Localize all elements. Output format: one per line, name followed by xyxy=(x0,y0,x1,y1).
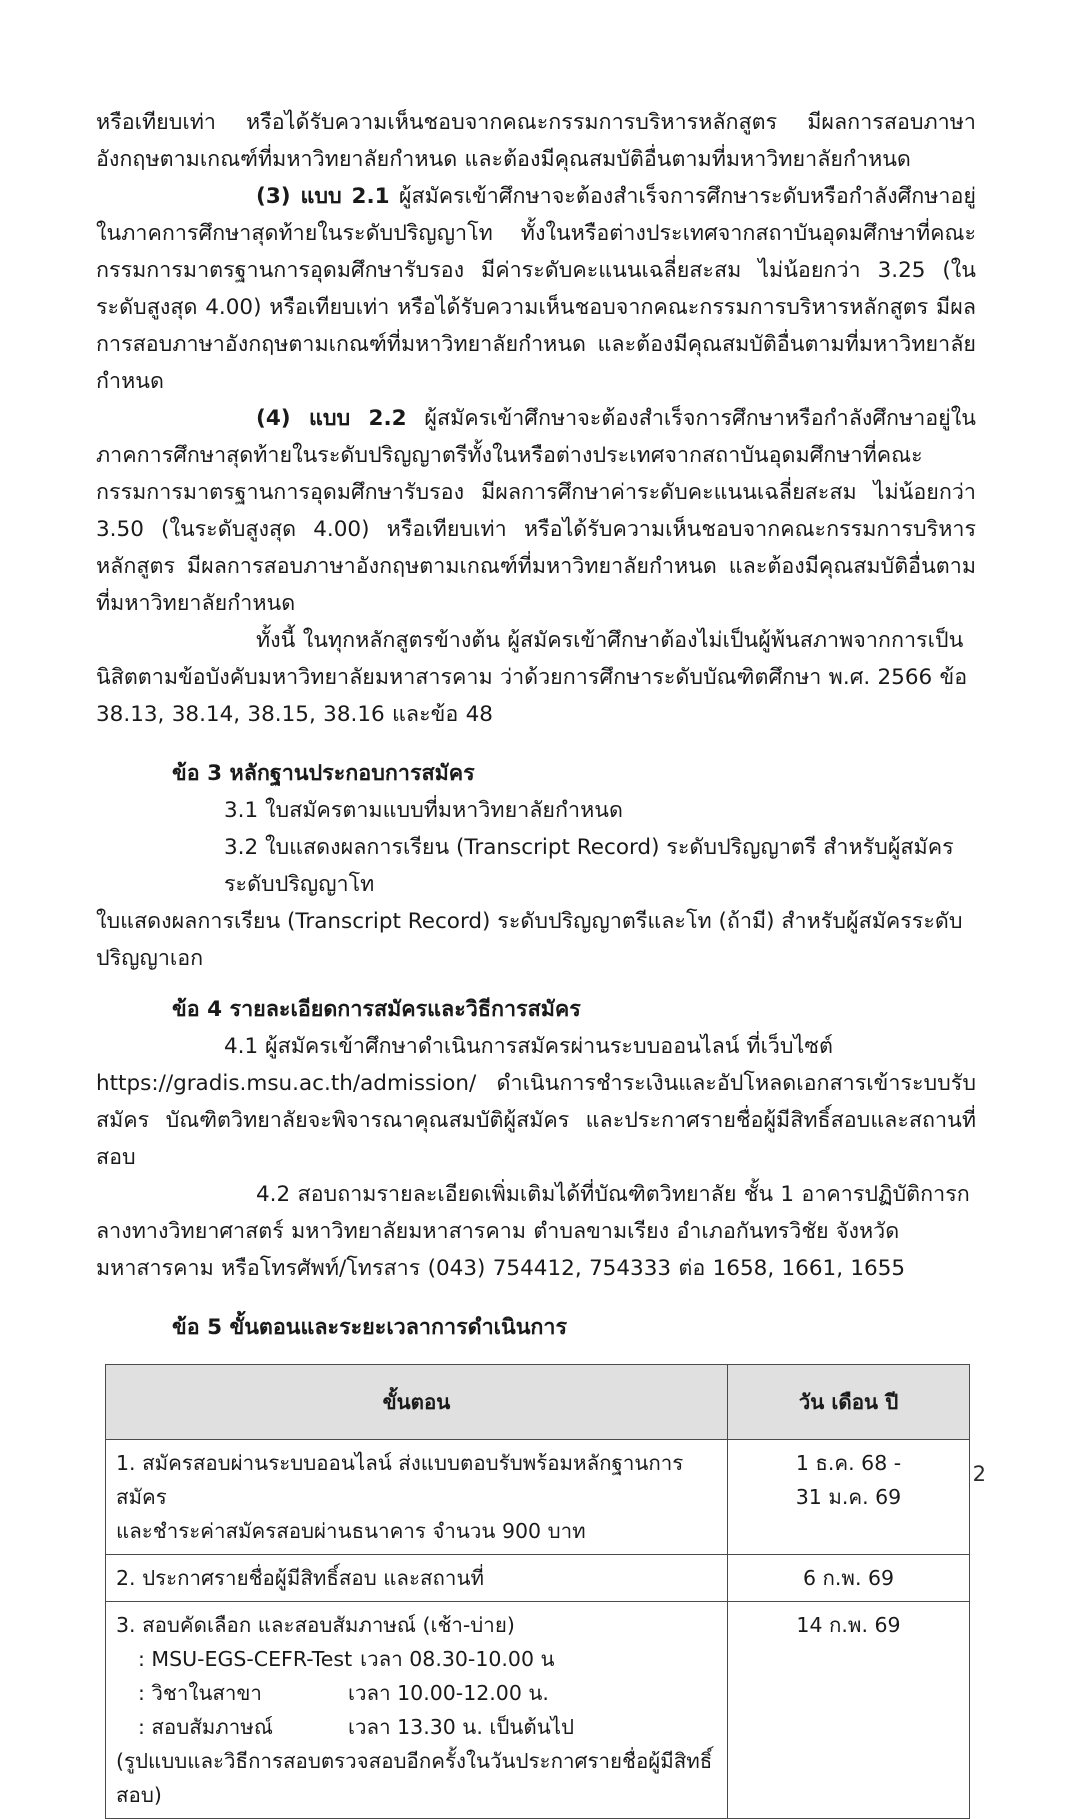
document-body xyxy=(96,104,976,1819)
table-cell-date xyxy=(728,1555,970,1602)
section-5-heading: ข้อ 5 ขั้นตอนและระยะเวลาการดำเนินการ xyxy=(172,1315,568,1340)
item-4-1-continuation: https://gradis.msu.ac.th/admission/ ดำเนินการชำระเงินและอัปโหลดเอกสารเข้าระบบรับสมัคร บัณฑิตวิทยาลัยจะพิจารณาคุณสมบัติผู้สมัคร และประกาศรายชื่อผู้มีสิทธิ์สอบและสถานที่สอบ xyxy=(96,1071,976,1170)
schedule-table-body xyxy=(106,1440,970,1819)
column-header-date: วัน เดือน ปี xyxy=(728,1365,970,1440)
paragraph-form-2-1 xyxy=(96,178,976,400)
step-detail-line xyxy=(116,1642,717,1676)
step-note: (รูปแบบและวิธีการสอบตรวจสอบอีกครั้งในวันประกาศรายชื่อผู้มีสิทธิ์สอบ) xyxy=(116,1749,713,1807)
schedule-table xyxy=(105,1364,970,1819)
step-line: และชำระค่าสมัครสอบผ่านธนาคาร จำนวน 900 บาท xyxy=(116,1519,586,1543)
step-detail-label: : สอบสัมภาษณ์ xyxy=(138,1715,273,1739)
step-detail-time: เวลา 13.30 น. เป็นต้นไป xyxy=(348,1715,575,1739)
step-detail-line xyxy=(116,1710,717,1744)
step-detail-label: : วิชาในสาขา xyxy=(138,1681,262,1705)
form-2-2-label: (4) แบบ 2.2 xyxy=(256,406,407,431)
page-number: 2 xyxy=(972,1462,986,1486)
spacer xyxy=(96,733,976,755)
column-header-step: ขั้นตอน xyxy=(106,1365,728,1440)
schedule-table-head xyxy=(106,1365,970,1440)
table-cell-date xyxy=(728,1440,970,1555)
date-line: 1 ธ.ค. 68 - xyxy=(795,1451,902,1475)
paragraph-continuation: หรือเทียบเท่า หรือได้รับความเห็นชอบจากคณะกรรมการบริหารหลักสูตร มีผลการสอบภาษาอังกฤษตามเกณฑ์ที่มหาวิทยาลัยกำหนด และต้องมีคุณสมบัติอื่นตามที่มหาวิทยาลัยกำหนด xyxy=(96,110,976,172)
item-3-1: 3.1 ใบสมัครตามแบบที่มหาวิทยาลัยกำหนด xyxy=(224,798,623,823)
step-detail-line xyxy=(116,1676,717,1710)
step-line: 1. สมัครสอบผ่านระบบออนไลน์ ส่งแบบตอบรับพร้อมหลักฐานการสมัคร xyxy=(116,1451,684,1509)
paragraph-form-2-2 xyxy=(96,400,976,622)
table-row xyxy=(106,1602,970,1819)
date-line: 6 ก.พ. 69 xyxy=(802,1566,895,1590)
item-3-2-continuation: ใบแสดงผลการเรียน (Transcript Record) ระดับปริญญาตรีและโท (ถ้ามี) สำหรับผู้สมัครระดับปริญญาเอก xyxy=(96,909,963,971)
section-4-heading: ข้อ 4 รายละเอียดการสมัครและวิธีการสมัคร xyxy=(172,997,581,1022)
paragraph-general-conditions: ทั้งนี้ ในทุกหลักสูตรข้างต้น ผู้สมัครเข้าศึกษาต้องไม่เป็นผู้พ้นสภาพจากการเป็นนิสิตตามข้อบังคับมหาวิทยาลัยมหาสารคาม ว่าด้วยการศึกษาระดับบัณฑิตศึกษา พ.ศ. 2566 ข้อ 38.13, 38.14, 38.15, 38.16 และข้อ 48 xyxy=(96,628,968,727)
table-cell-step xyxy=(106,1440,728,1555)
item-4-1: 4.1 ผู้สมัครเข้าศึกษาดำเนินการสมัครผ่านระบบออนไลน์ ที่เว็บไซต์ xyxy=(224,1034,833,1059)
form-2-2-body: ผู้สมัครเข้าศึกษาจะต้องสำเร็จการศึกษาหรือกำลังศึกษาอยู่ในภาคการศึกษาสุดท้ายในระดับปริญญาตรีทั้งในหรือต่างประเทศจากสถาบันอุดมศึกษาที่คณะกรรมการมาตรฐานการอุดมศึกษารับรอง มีผลการศึกษาค่าระดับคะแนนเฉลี่ยสะสม ไม่น้อยกว่า 3.50 (ในระดับสูงสุด 4.00) หรือเทียบเท่า หรือได้รับความเห็นชอบจากคณะกรรมการบริหารหลักสูตร มีผลการสอบภาษาอังกฤษตามเกณฑ์ที่มหาวิทยาลัยกำหนด และต้องมีคุณสมบัติอื่นตามที่มหาวิทยาลัยกำหนด xyxy=(96,406,976,616)
form-2-1-label: (3) แบบ 2.1 xyxy=(256,184,390,209)
date-line: 31 ม.ค. 69 xyxy=(795,1485,902,1509)
spacer xyxy=(96,1287,976,1309)
step-line: 3. สอบคัดเลือก และสอบสัมภาษณ์ (เช้า-บ่าย) xyxy=(116,1613,515,1637)
table-row xyxy=(106,1440,970,1555)
step-detail-time: เวลา 10.00-12.00 น. xyxy=(348,1681,549,1705)
step-line: 2. ประกาศรายชื่อผู้มีสิทธิ์สอบ และสถานที่ xyxy=(116,1566,484,1590)
step-detail-label: : MSU-EGS-CEFR-Test xyxy=(138,1647,353,1671)
table-cell-date xyxy=(728,1602,970,1819)
date-line: 14 ก.พ. 69 xyxy=(796,1613,901,1637)
step-detail-time: เวลา 08.30-10.00 น xyxy=(360,1647,555,1671)
item-3-2: 3.2 ใบแสดงผลการเรียน (Transcript Record) ระดับปริญญาตรี สำหรับผู้สมัครระดับปริญญาโท xyxy=(224,835,954,897)
item-4-2: 4.2 สอบถามรายละเอียดเพิ่มเติมได้ที่บัณฑิตวิทยาลัย ชั้น 1 อาคารปฏิบัติการกลางทางวิทยาศาสตร์ มหาวิทยาลัยมหาสารคาม ตำบลขามเรียง อำเภอกันทรวิชัย จังหวัดมหาสารคาม หรือโทรศัพท์/โทรสาร (043) 754412, 754333 ต่อ 1658, 1661, 1655 xyxy=(96,1182,970,1281)
section-3-heading: ข้อ 3 หลักฐานประกอบการสมัคร xyxy=(172,761,475,786)
table-cell-step xyxy=(106,1555,728,1602)
spacer xyxy=(96,977,976,991)
table-row xyxy=(106,1555,970,1602)
form-2-1-body: ผู้สมัครเข้าศึกษาจะต้องสำเร็จการศึกษาระดับหรือกำลังศึกษาอยู่ในภาคการศึกษาสุดท้ายในระดับปริญญาโท ทั้งในหรือต่างประเทศจากสถาบันอุดมศึกษาที่คณะกรรมการมาตรฐานการอุดมศึกษารับรอง มีค่าระดับคะแนนเฉลี่ยสะสม ไม่น้อยกว่า 3.25 (ในระดับสูงสุด 4.00) หรือเทียบเท่า หรือได้รับความเห็นชอบจากคณะกรรมการบริหารหลักสูตร มีผลการสอบภาษาอังกฤษตามเกณฑ์ที่มหาวิทยาลัยกำหนด และต้องมีคุณสมบัติอื่นตามที่มหาวิทยาลัยกำหนด xyxy=(96,184,976,394)
table-header-row xyxy=(106,1365,970,1440)
table-cell-step xyxy=(106,1602,728,1819)
